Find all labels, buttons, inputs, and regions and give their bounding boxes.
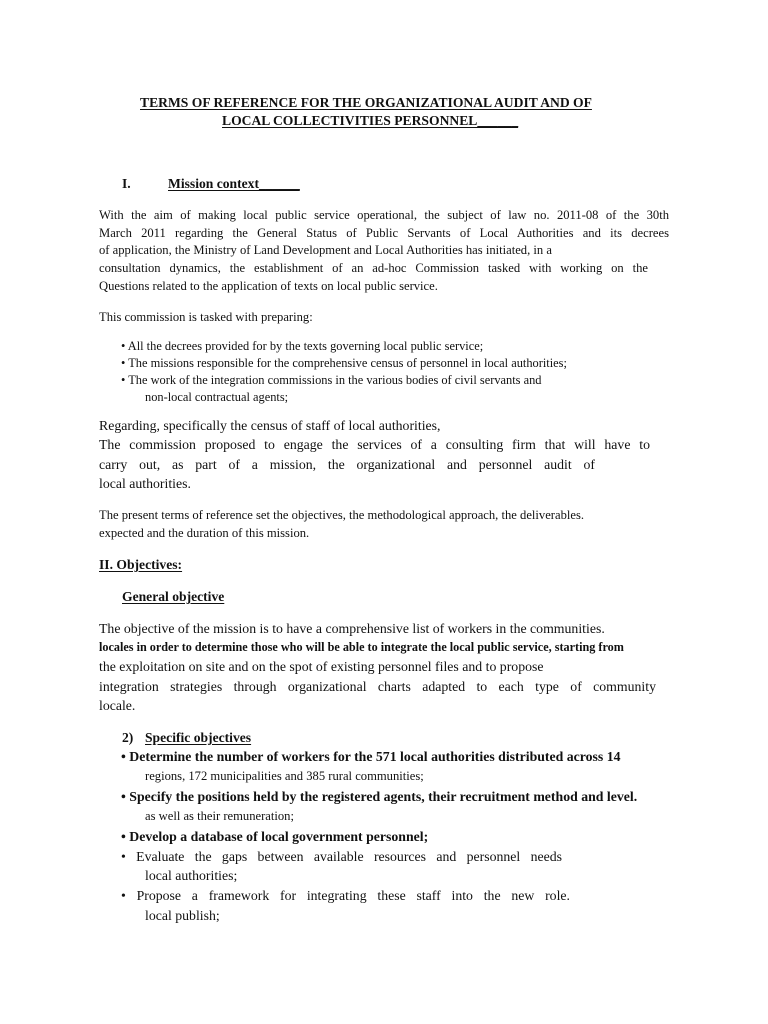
objective-item-continuation: regions, 172 municipalities and 385 rural communities;: [145, 769, 424, 783]
list-item-continuation: non-local contractual agents;: [145, 390, 289, 404]
subsection-heading: General objective: [122, 589, 225, 604]
list-item: • The missions responsible for the comprehensive census of personnel in local authorities;: [121, 356, 567, 370]
document-title-line1: TERMS OF REFERENCE FOR THE ORGANIZATIONAL AUDIT AND OF: [140, 95, 592, 110]
subsection-number: 2): [122, 730, 134, 745]
section-number: I.: [122, 176, 131, 191]
paragraph-line: integration strategies through organizational charts adapted to each type of community: [99, 679, 656, 694]
section-heading: Mission context______: [168, 176, 300, 191]
paragraph-line: locales in order to determine those who will be able to integrate the local public service, starting from: [99, 640, 624, 654]
objective-item-continuation: local authorities;: [145, 868, 238, 883]
objective-item-continuation: as well as their remuneration;: [145, 809, 294, 823]
paragraph-line: March 2011 regarding the General Status of Public Servants of Local Authorities and its decrees: [99, 226, 669, 240]
paragraph-line: expected and the duration of this mission.: [99, 526, 310, 540]
paragraph-line: This commission is tasked with preparing:: [99, 310, 313, 324]
paragraph-line: of application, the Ministry of Land Development and Local Authorities has initiated, in a: [99, 243, 552, 257]
paragraph-line: Questions related to the application of texts on local public service.: [99, 279, 438, 293]
document-title-line2: LOCAL COLLECTIVITIES PERSONNEL______: [222, 113, 519, 128]
paragraph-line: The objective of the mission is to have a comprehensive list of workers in the communities.: [99, 621, 605, 636]
subsection-heading: Specific objectives: [145, 730, 252, 745]
objective-item: • Develop a database of local government personnel;: [121, 829, 429, 844]
paragraph-line: the exploitation on site and on the spot of existing personnel files and to propose: [99, 659, 544, 674]
section-heading: II. Objectives:: [99, 557, 183, 572]
paragraph-line: local authorities.: [99, 476, 191, 491]
paragraph-line: locale.: [99, 698, 136, 713]
paragraph-line: Regarding, specifically the census of staff of local authorities,: [99, 418, 441, 433]
paragraph-line: carry out, as part of a mission, the organizational and personnel audit of: [99, 457, 595, 472]
objective-item: • Evaluate the gaps between available resources and personnel needs: [121, 849, 562, 864]
paragraph-line: The present terms of reference set the objectives, the methodological approach, the deliverables.: [99, 508, 585, 522]
paragraph-line: The commission proposed to engage the services of a consulting firm that will have to: [99, 437, 650, 452]
list-item: • All the decrees provided for by the texts governing local public service;: [121, 339, 484, 353]
objective-item-continuation: local publish;: [145, 908, 220, 923]
paragraph-line: consultation dynamics, the establishment of an ad-hoc Commission tasked with working on the: [99, 261, 648, 275]
list-item: • The work of the integration commissions in the various bodies of civil servants and: [121, 373, 542, 387]
objective-item: • Determine the number of workers for the 571 local authorities distributed across 14: [121, 749, 621, 764]
paragraph-line: With the aim of making local public service operational, the subject of law no. 2011-08 of the 30th: [99, 208, 669, 222]
objective-item: • Specify the positions held by the registered agents, their recruitment method and level.: [121, 789, 638, 804]
objective-item: • Propose a framework for integrating these staff into the new role.: [121, 888, 570, 903]
